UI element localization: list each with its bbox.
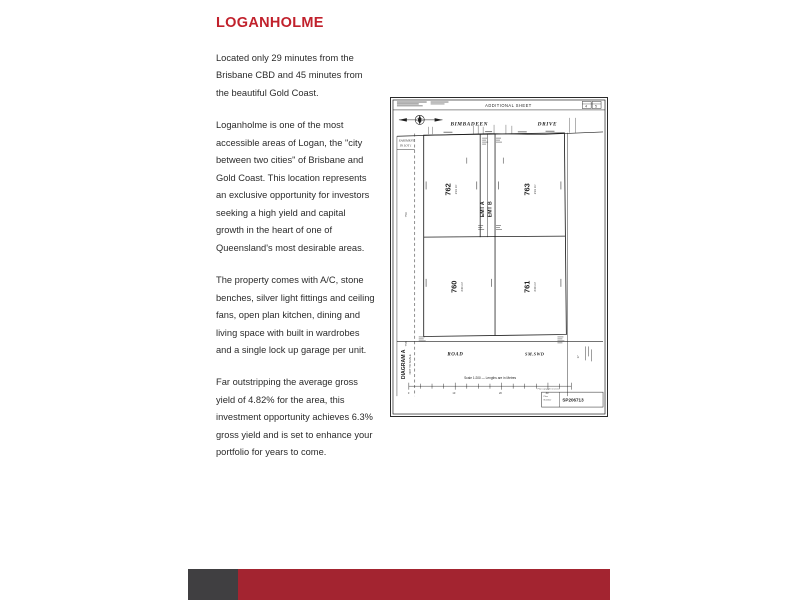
diagram-label-sub: NOT TO SCALE [407,354,412,375]
right-margin-note: 17 [576,355,581,359]
footer-dark-block [188,569,238,600]
text-column [216,16,376,462]
svg-text:20: 20 [499,392,502,396]
plan-number-value: SP206713 [562,397,584,403]
svg-text:Number: Number [543,399,552,402]
lot-area-763: 219 m² [533,184,538,195]
lot-label-760 [449,281,463,293]
lot-area-762: 219 m² [453,184,458,195]
body-paragraph-4: Far outstripping the average gross yield of 4.82% for the area, this investment opportunity achieves 6.3% gross yield and is set to enhance your portfolio for years to come. [216,377,373,458]
footer-red-bar [238,569,610,600]
lot-label-763 [523,183,537,195]
svg-text:Plan: Plan [543,396,548,399]
scale-note: Scale 1:200 — Lengths are in Metres [464,376,517,381]
street-name-drive: DRIVE [537,121,558,128]
sheet-box-value-2: 5 [595,104,597,109]
left-margin-lot-ref-2: 758 [403,341,408,347]
bottom-road-label: ROAD [447,352,464,358]
lot-area-761: 240 m² [533,282,538,292]
lot-area-760: 240 m² [459,282,464,292]
easement-label-emt-b: EMT B [487,201,494,218]
svg-text:10: 10 [452,392,456,396]
sheet-header-label: ADDITIONAL SHEET [485,102,532,108]
street-name-bimbadeen: BIMBADEEN [450,121,489,128]
lot-number-761: 761 [522,280,532,294]
page-title: LOGANHOLME [216,15,324,31]
body-paragraph-2: Loganholme is one of the most accessible areas of Logan, the "city between two cities" of Brisbane and Gold Coast. This location represents an exclusive opportunity for investors seeking a high yield and capital growth in the heart of one of Queensland's most desirable areas. [216,120,370,253]
survey-plan-image [390,97,608,417]
easement-note-line2: IN LOT 1 [399,143,412,148]
left-margin-lot-ref: 759 [403,212,408,218]
lot-number-763: 763 [522,183,532,196]
lot-number-762: 762 [443,183,453,196]
diagram-label: DIAGRAM A [400,349,407,380]
bottom-road-label-right: SM.SWD [525,351,545,357]
lot-label-761 [523,281,537,293]
svg-text:0: 0 [407,392,410,396]
body-paragraph-1: Located only 29 minutes from the Brisbane CBD and 45 minutes from the beautiful Gold Coast. [216,52,363,98]
survey-plan-drawing [391,98,607,416]
lot-number-760: 760 [449,280,459,294]
body-paragraph-3: The property comes with A/C, stone benches, silver light fittings and ceiling fans, open plan kitchen, dining and living space with built in wardrobes and a single lock up garage per unit. [216,275,375,355]
easement-label-emt-a: EMT A [480,201,487,218]
easement-note-line1: EASEMENT [398,138,415,143]
svg-text:Plan copyright reserved: Plan copyright reserved [537,388,560,391]
plan-frame [393,100,605,414]
lot-label-762 [443,183,457,195]
svg-text:30: 30 [545,392,549,396]
sheet-box-value-1: 4 [585,104,587,109]
